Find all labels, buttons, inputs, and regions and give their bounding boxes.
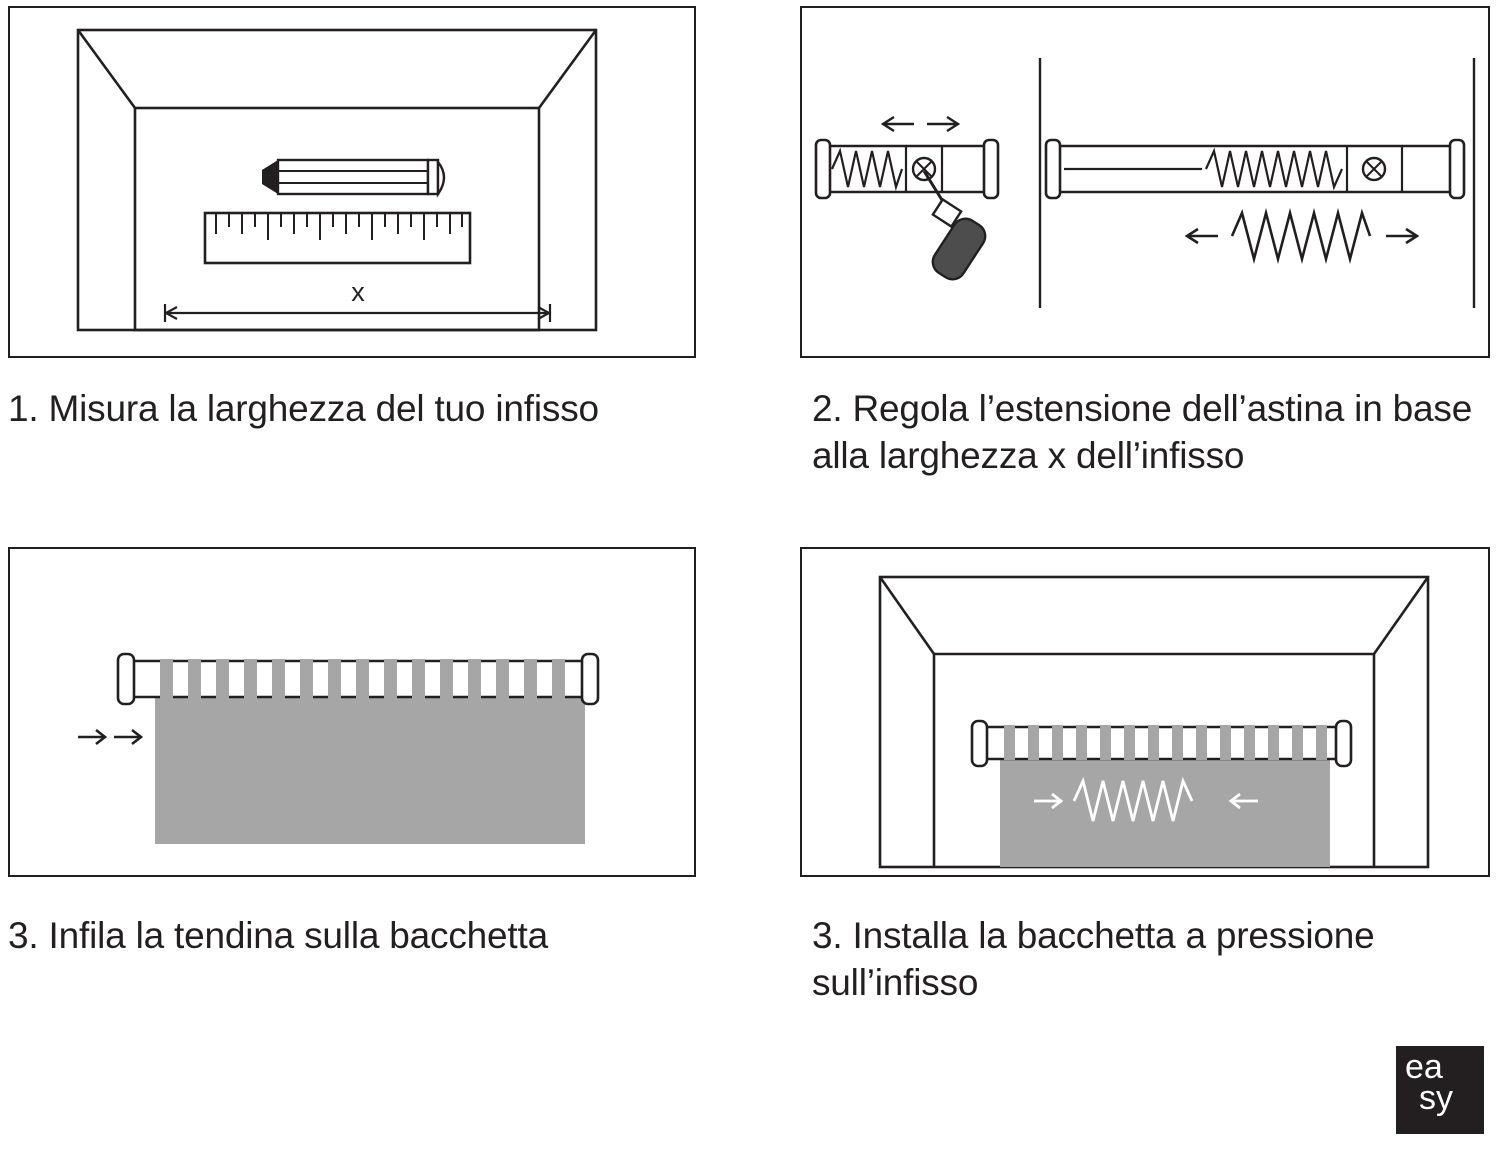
step-2-illustration-panel: [800, 6, 1490, 358]
arrow-right-group: [78, 730, 141, 744]
logo-line-1: ea: [1405, 1048, 1443, 1086]
pencil-icon: [262, 160, 444, 194]
rod-left: [816, 140, 998, 198]
curtain-tabs: [160, 659, 565, 699]
step-2-caption: 2. Regola l’estensione dell’astina in base alla larghezza x dell’infisso: [812, 388, 1473, 477]
ruler-icon: [205, 213, 470, 263]
step-3-illustration-panel: [8, 547, 696, 877]
telescopic-rod-adjustment-icon: [802, 8, 1488, 356]
rod-right: [1046, 140, 1464, 198]
step-4-caption: 3. Installa la bacchetta a pressione sull’infisso: [812, 915, 1375, 1004]
double-arrow: [883, 117, 958, 131]
rod-installed-in-window-frame-icon: [802, 549, 1488, 875]
step-3-caption: 3. Infila la tendina sulla bacchetta: [8, 915, 548, 956]
window-frame-with-pencil-and-ruler-icon: [10, 8, 694, 356]
step-4-illustration-panel: [800, 547, 1490, 877]
curtain-sliding-onto-rod-icon: [10, 549, 694, 875]
curtain-panel: [1000, 747, 1330, 867]
step-1-illustration-panel: [8, 6, 696, 358]
spring-arrow: [1187, 213, 1417, 259]
easy-logo: [1396, 1046, 1484, 1134]
dimension-label-x: x: [351, 277, 365, 307]
step-1-caption: 1. Misura la larghezza del tuo infisso: [8, 388, 599, 429]
logo-line-2: sy: [1419, 1079, 1453, 1118]
curtain-panel: [155, 679, 585, 844]
